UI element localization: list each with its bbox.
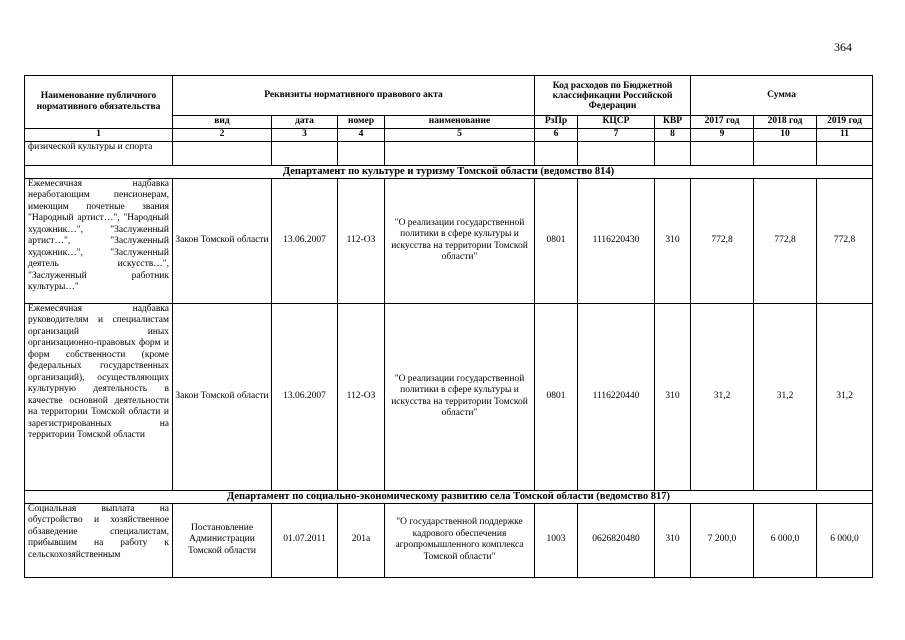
header-nomer: номер xyxy=(338,116,385,129)
header-2018: 2018 год xyxy=(754,116,817,129)
header-requisites: Реквизиты нормативного правового акта xyxy=(173,76,535,116)
row-kvr: 310 xyxy=(655,303,691,490)
header-naim: наименование xyxy=(385,116,535,129)
col-number: 6 xyxy=(535,129,578,142)
section-814 xyxy=(25,165,873,178)
col-number: 1 xyxy=(25,129,173,142)
row-nomer: 112-ОЗ xyxy=(338,303,385,490)
row-rzpr: 1003 xyxy=(535,503,578,577)
col-number: 8 xyxy=(655,129,691,142)
section-title-814: Департамент по культуре и туризму Томской области (ведомство 814) xyxy=(25,165,873,178)
table-row xyxy=(25,178,873,303)
row-vid: Закон Томской области xyxy=(173,303,272,490)
row-kvr: 310 xyxy=(655,503,691,577)
header-2019: 2019 год xyxy=(817,116,873,129)
row-2018: 772,8 xyxy=(754,178,817,303)
row-kvr: 310 xyxy=(655,178,691,303)
row-data: 13.06.2007 xyxy=(272,178,338,303)
col-number: 4 xyxy=(338,129,385,142)
row-kcsr: 0626820480 xyxy=(578,503,655,577)
row-naim: "О государственной поддержке кадрового обеспечения агропромышленного комплекса Томской области" xyxy=(385,503,535,577)
page-number: 364 xyxy=(834,40,852,54)
header-rzpr: РзПр xyxy=(535,116,578,129)
row-vid: Постановление Администрации Томской области xyxy=(173,503,272,577)
row-obligation-name: Ежемесячная надбавка руководителям и специалистам организаций иных организационно-правовых форм и форм собственности (кроме федеральных государственных организаций), осуществляющих культурную деятельность в качестве основной деятельности на территории Томской области и зарегистрированных на территории Томской области xyxy=(25,303,173,490)
row-2017: 772,8 xyxy=(691,178,754,303)
column-number-row xyxy=(25,129,873,142)
row-2017: 31,2 xyxy=(691,303,754,490)
header-budget-code: Код расходов по Бюджетной классификации Российской Федерации xyxy=(535,76,691,116)
row-kcsr: 1116220440 xyxy=(578,303,655,490)
table-row xyxy=(25,503,873,577)
row-2017: 7 200,0 xyxy=(691,503,754,577)
header-vid: вид xyxy=(173,116,272,129)
col-number: 9 xyxy=(691,129,754,142)
header-data: дата xyxy=(272,116,338,129)
carry-row-name: физической культуры и спорта xyxy=(25,141,173,165)
col-number: 7 xyxy=(578,129,655,142)
header-kcsr: КЦСР xyxy=(578,116,655,129)
row-obligation-name: Социальная выплата на обустройство и хозяйственное обзаведение специалистам, прибывшим на работу к сельскохозяйственным xyxy=(25,503,173,577)
col-number: 5 xyxy=(385,129,535,142)
row-2018: 31,2 xyxy=(754,303,817,490)
row-kcsr: 1116220430 xyxy=(578,178,655,303)
carry-row xyxy=(25,141,873,165)
row-rzpr: 0801 xyxy=(535,303,578,490)
row-data: 13.06.2007 xyxy=(272,303,338,490)
row-data: 01.07.2011 xyxy=(272,503,338,577)
header-kvr: КВР xyxy=(655,116,691,129)
col-number: 2 xyxy=(173,129,272,142)
row-vid: Закон Томской области xyxy=(173,178,272,303)
row-obligation-name: Ежемесячная надбавка неработающим пенсионерам, имеющим почетные звания "Народный артист…", "Народный художник…", "Заслуженный артист…", "Заслуженный художник…", "Заслуженный деятель искусств…", "Заслуженный работник культуры…" xyxy=(25,178,173,303)
row-2019: 772,8 xyxy=(817,178,873,303)
col-number: 11 xyxy=(817,129,873,142)
obligations-table xyxy=(24,75,873,578)
row-naim: "О реализации государственной политики в сфере культуры и искусства на территории Томской области" xyxy=(385,303,535,490)
row-naim: "О реализации государственной политики в сфере культуры и искусства на территории Томской области" xyxy=(385,178,535,303)
col-number: 3 xyxy=(272,129,338,142)
row-2018: 6 000,0 xyxy=(754,503,817,577)
row-nomer: 112-ОЗ xyxy=(338,178,385,303)
row-rzpr: 0801 xyxy=(535,178,578,303)
section-title-817: Департамент по социально-экономическому развитию села Томской области (ведомство 817) xyxy=(25,490,873,503)
table-row xyxy=(25,303,873,490)
header-row-1 xyxy=(25,76,873,116)
col-number: 10 xyxy=(754,129,817,142)
header-obligation: Наименование публичного нормативного обязательства xyxy=(25,76,173,129)
header-2017: 2017 год xyxy=(691,116,754,129)
row-2019: 31,2 xyxy=(817,303,873,490)
row-2019: 6 000,0 xyxy=(817,503,873,577)
header-sum: Сумма xyxy=(691,76,873,116)
section-817 xyxy=(25,490,873,503)
row-nomer: 201а xyxy=(338,503,385,577)
